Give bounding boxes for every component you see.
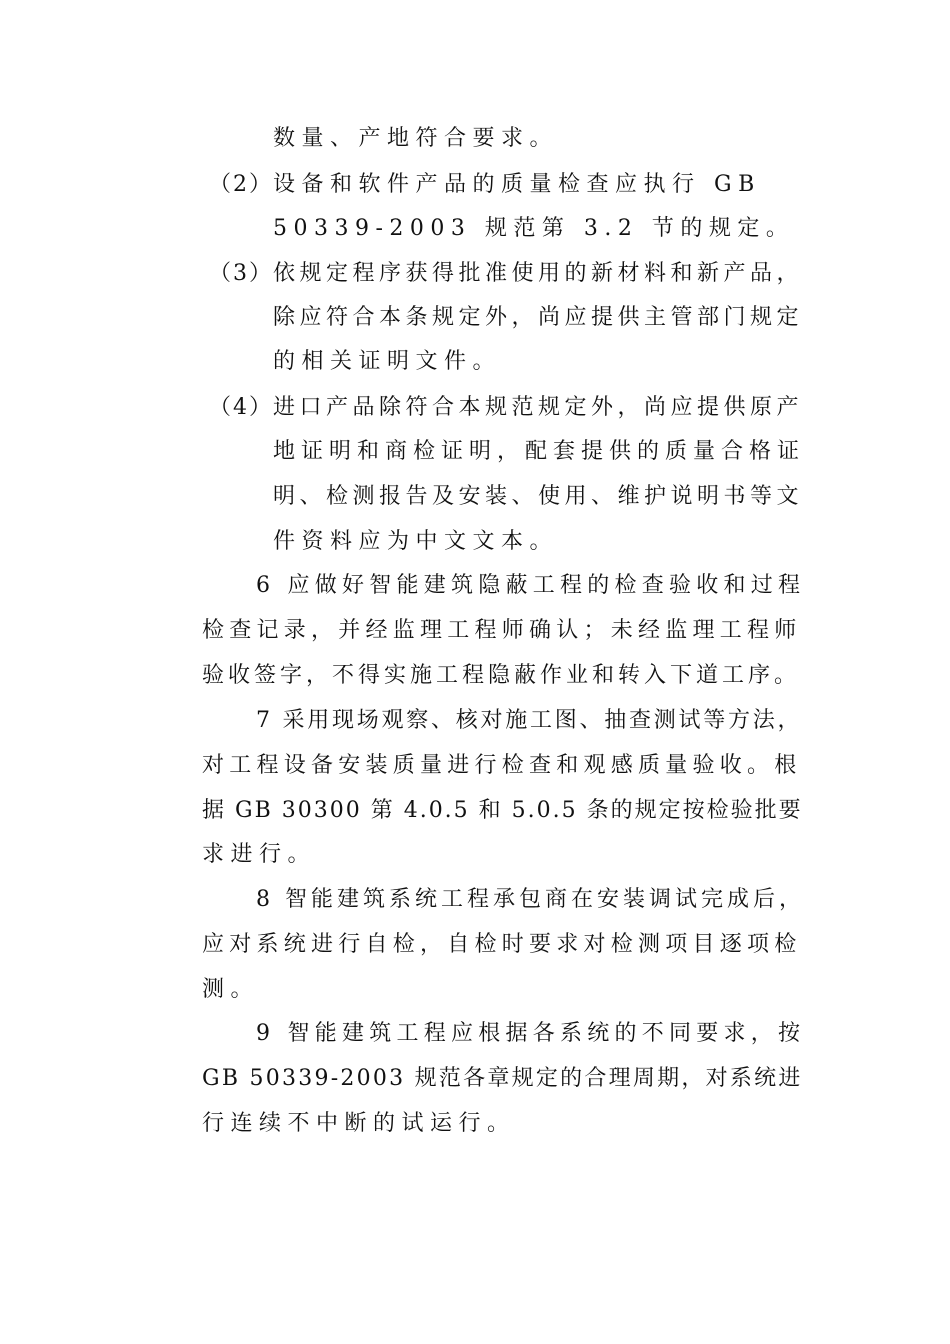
paragraph-9-line-2: GB 50339-2003 规范各章规定的合理周期，对系统进 xyxy=(202,1066,803,1091)
list-item-4-line-3: 明、检测报告及安装、使用、维护说明书等文 xyxy=(273,484,804,509)
paragraph-8-line-2: 应对系统进行自检，自检时要求对检测项目逐项检 xyxy=(202,932,802,957)
list-item-2-line-1: 设备和软件产品的质量检查应执行 GB xyxy=(273,172,761,197)
list-item-2-number: （2） xyxy=(209,172,273,197)
paragraph-7-line-3: 据 GB 30300 第 4.0.5 和 5.0.5 条的规定按检验批要 xyxy=(202,798,803,823)
paragraph-6-line-2: 检查记录，并经监理工程师确认；未经监理工程师 xyxy=(202,618,802,643)
paragraph-8-line-1: 8 智能建筑系统工程承包商在安装调试完成后， xyxy=(256,887,805,912)
paragraph-8-line-3: 测。 xyxy=(202,977,260,1002)
paragraph-9-line-3: 行连续不中断的试运行。 xyxy=(202,1111,516,1136)
paragraph-7-line-2: 对工程设备安装质量进行检查和观感质量验收。根 xyxy=(202,753,802,778)
list-item-3-line-1: 依规定程序获得批准使用的新材料和新产品， xyxy=(273,261,804,286)
list-item-1-line-1: 数量、产地符合要求。 xyxy=(273,126,559,151)
list-item-2-line-2: 50339-2003 规范第 3.2 节的规定。 xyxy=(273,216,795,241)
paragraph-9-line-1: 9 智能建筑工程应根据各系统的不同要求，按 xyxy=(256,1021,806,1046)
list-item-3-number: （3） xyxy=(209,261,273,286)
paragraph-7-line-4: 求进行。 xyxy=(202,842,317,867)
paragraph-6-line-3: 验收签字，不得实施工程隐蔽作业和转入下道工序。 xyxy=(202,663,801,688)
list-item-4-number: （4） xyxy=(209,395,273,420)
list-item-4-line-4: 件资料应为中文文本。 xyxy=(273,529,559,554)
paragraph-7-line-1: 7 采用现场观察、核对施工图、抽查测试等方法， xyxy=(256,708,803,733)
list-item-3-line-2: 除应符合本条规定外，尚应提供主管部门规定 xyxy=(273,305,804,330)
list-item-4-line-2: 地证明和商检证明，配套提供的质量合格证 xyxy=(273,439,806,464)
paragraph-6-line-1: 6 应做好智能建筑隐蔽工程的检查验收和过程 xyxy=(256,573,806,598)
list-item-4-line-1: 进口产品除符合本规范规定外，尚应提供原产 xyxy=(273,395,804,420)
list-item-3-line-3: 的相关证明文件。 xyxy=(273,349,502,374)
